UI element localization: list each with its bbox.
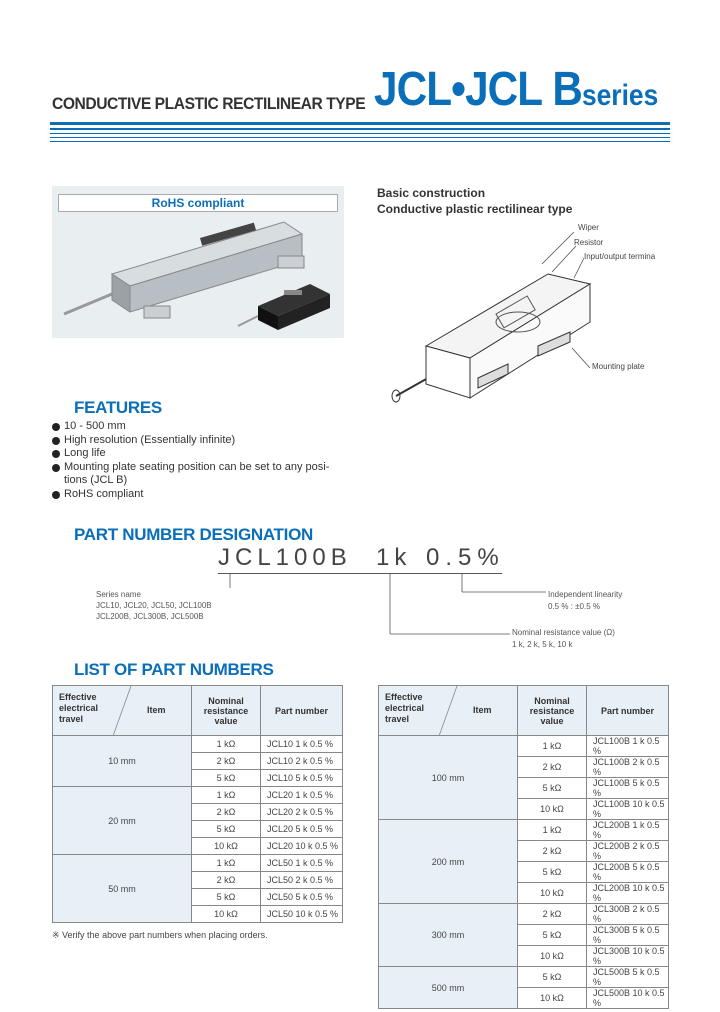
table-row xyxy=(53,736,343,753)
header-travel-item xyxy=(379,686,518,736)
header-travel: Effective electrical travel xyxy=(59,692,99,724)
linearity-title: Independent linearity xyxy=(548,590,623,599)
resistance-cell: 2 kΩ xyxy=(192,872,261,889)
resistance-title: Nominal resistance value (Ω) xyxy=(512,628,615,637)
part-number-cell: JCL100B 10 k 0.5 % xyxy=(587,799,669,820)
construction-subtitle: Conductive plastic rectilinear type xyxy=(377,202,573,216)
label-wiper: Wiper xyxy=(578,223,599,232)
resistance-cell: 10 kΩ xyxy=(518,799,587,820)
series-name-title: Series name xyxy=(96,590,141,599)
header-part-number: Part number xyxy=(261,686,343,736)
feature-item: RoHS compliant xyxy=(52,488,352,502)
resistance-value: 1 k, 2 k, 5 k, 10 k xyxy=(512,640,573,649)
code-resistance: 1k xyxy=(376,544,412,571)
header-item: Item xyxy=(473,705,492,715)
travel-cell: 200 mm xyxy=(379,820,518,904)
code-series: JCL100B xyxy=(218,544,352,571)
construction-drawing xyxy=(378,218,678,408)
resistance-cell: 5 kΩ xyxy=(518,967,587,988)
resistance-cell: 1 kΩ xyxy=(192,787,261,804)
part-number-cell: JCL300B 2 k 0.5 % xyxy=(587,904,669,925)
resistance-cell: 10 kΩ xyxy=(518,988,587,1009)
page-subtitle: CONDUCTIVE PLASTIC RECTILINEAR TYPE xyxy=(52,94,366,113)
table-row xyxy=(53,855,343,872)
part-number-cell: JCL20 2 k 0.5 % xyxy=(261,804,343,821)
header-stripes xyxy=(50,122,670,145)
part-number-cell: JCL200B 2 k 0.5 % xyxy=(587,841,669,862)
linearity-value: 0.5 % : ±0.5 % xyxy=(548,602,600,611)
part-number-cell: JCL500B 10 k 0.5 % xyxy=(587,988,669,1009)
resistance-cell: 10 kΩ xyxy=(192,906,261,923)
part-number-cell: JCL10 2 k 0.5 % xyxy=(261,753,343,770)
series-title xyxy=(374,63,659,116)
travel-cell: 300 mm xyxy=(379,904,518,967)
travel-cell: 10 mm xyxy=(53,736,192,787)
part-number-cell: JCL50 2 k 0.5 % xyxy=(261,872,343,889)
rohs-badge: RoHS compliant xyxy=(58,194,338,212)
resistance-cell: 2 kΩ xyxy=(518,757,587,778)
table-header-row xyxy=(53,686,343,736)
resistance-cell: 5 kΩ xyxy=(192,770,261,787)
part-table-right xyxy=(378,685,669,1009)
resistance-cell: 1 kΩ xyxy=(192,736,261,753)
part-number-cell: JCL100B 5 k 0.5 % xyxy=(587,778,669,799)
part-number-cell: JCL500B 5 k 0.5 % xyxy=(587,967,669,988)
part-number-cell: JCL200B 5 k 0.5 % xyxy=(587,862,669,883)
table-row xyxy=(379,904,669,925)
series-suffix: series xyxy=(581,79,659,112)
resistance-cell: 2 kΩ xyxy=(192,753,261,770)
resistance-cell: 5 kΩ xyxy=(192,889,261,906)
part-number-cell: JCL300B 10 k 0.5 % xyxy=(587,946,669,967)
travel-cell: 500 mm xyxy=(379,967,518,1009)
resistance-cell: 1 kΩ xyxy=(518,820,587,841)
series-name-line1: JCL10, JCL20, JCL50, JCL100B xyxy=(96,601,212,610)
list-heading: LIST OF PART NUMBERS xyxy=(74,660,274,679)
header-item: Item xyxy=(147,705,166,715)
code-linearity: 0.5% xyxy=(426,544,505,571)
label-resistor: Resistor xyxy=(574,238,604,247)
resistance-cell: 1 kΩ xyxy=(192,855,261,872)
resistance-cell: 5 kΩ xyxy=(192,821,261,838)
features-list xyxy=(52,420,352,501)
part-number-cell: JCL200B 1 k 0.5 % xyxy=(587,820,669,841)
part-number-cell: JCL20 1 k 0.5 % xyxy=(261,787,343,804)
features-heading: FEATURES xyxy=(74,398,162,417)
part-number-cell: JCL50 10 k 0.5 % xyxy=(261,906,343,923)
header-part-number: Part number xyxy=(587,686,669,736)
resistance-cell: 5 kΩ xyxy=(518,925,587,946)
part-number-cell: JCL100B 1 k 0.5 % xyxy=(587,736,669,757)
travel-cell: 100 mm xyxy=(379,736,518,820)
travel-cell: 50 mm xyxy=(53,855,192,923)
resistance-cell: 2 kΩ xyxy=(518,841,587,862)
designation-leaders xyxy=(200,574,560,640)
resistance-cell: 10 kΩ xyxy=(518,946,587,967)
feature-item: 10 - 500 mm xyxy=(52,420,352,434)
resistance-cell: 10 kΩ xyxy=(518,883,587,904)
header-resistance: Nominal resistance value xyxy=(518,686,587,736)
resistance-cell: 2 kΩ xyxy=(192,804,261,821)
series-name-line2: JCL200B, JCL300B, JCL500B xyxy=(96,612,204,621)
resistance-cell: 1 kΩ xyxy=(518,736,587,757)
part-number-cell: JCL10 1 k 0.5 % xyxy=(261,736,343,753)
part-number-cell: JCL10 5 k 0.5 % xyxy=(261,770,343,787)
table-row xyxy=(379,820,669,841)
resistance-cell: 5 kΩ xyxy=(518,778,587,799)
construction-diagram xyxy=(378,218,678,408)
table-note: ※ Verify the above part numbers when placing orders. xyxy=(52,930,268,940)
feature-item: Mounting plate seating position can be set to any posi-tions (JCL B) xyxy=(52,461,346,488)
header-resistance: Nominal resistance value xyxy=(192,686,261,736)
part-number-cell: JCL100B 2 k 0.5 % xyxy=(587,757,669,778)
label-mounting-plate: Mounting plate xyxy=(592,362,645,371)
part-number-cell: JCL20 10 k 0.5 % xyxy=(261,838,343,855)
part-number-cell: JCL50 5 k 0.5 % xyxy=(261,889,343,906)
part-number-cell: JCL20 5 k 0.5 % xyxy=(261,821,343,838)
feature-item: Long life xyxy=(52,447,352,461)
resistance-cell: 10 kΩ xyxy=(192,838,261,855)
table-row xyxy=(379,967,669,988)
header-travel: Effective electrical travel xyxy=(385,692,425,724)
resistance-cell: 5 kΩ xyxy=(518,862,587,883)
feature-item: High resolution (Essentially infinite) xyxy=(52,434,352,448)
series-name: JCL•JCL B xyxy=(374,63,582,116)
table-row xyxy=(379,736,669,757)
header-travel-item xyxy=(53,686,192,736)
construction-title: Basic construction xyxy=(377,186,486,200)
table-row xyxy=(53,787,343,804)
part-number-cell: JCL50 1 k 0.5 % xyxy=(261,855,343,872)
part-number-cell: JCL300B 5 k 0.5 % xyxy=(587,925,669,946)
part-number-cell: JCL200B 10 k 0.5 % xyxy=(587,883,669,904)
table-header-row xyxy=(379,686,669,736)
resistance-cell: 2 kΩ xyxy=(518,904,587,925)
label-terminal: Input/output termina xyxy=(584,252,656,261)
travel-cell: 20 mm xyxy=(53,787,192,855)
designation-heading: PART NUMBER DESIGNATION xyxy=(74,525,313,544)
part-table-left xyxy=(52,685,343,923)
